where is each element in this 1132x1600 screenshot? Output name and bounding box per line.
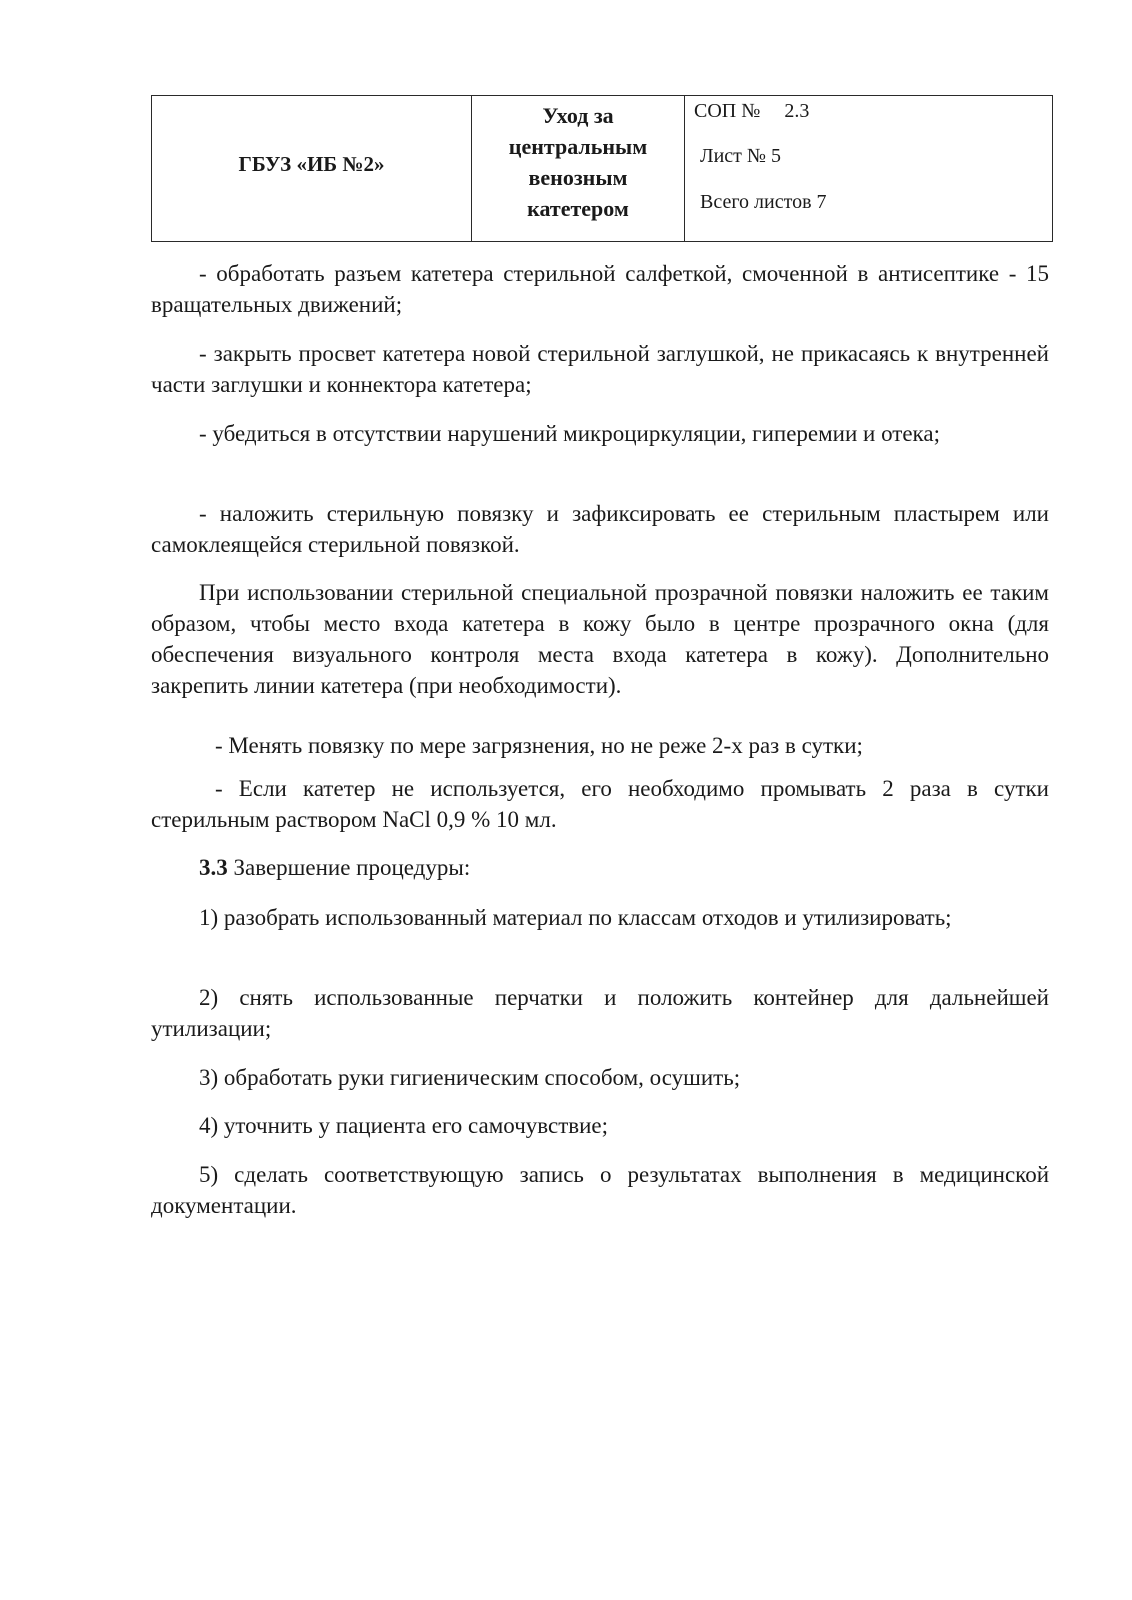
title-line-1: Уход за: [542, 103, 614, 128]
section-heading: [151, 852, 1049, 883]
step-2: 2) снять использованные перчатки и положить контейнер для дальнейшей утилизации;: [151, 985, 1049, 1041]
total-sheets: Всего листов 7: [700, 191, 827, 213]
step-5: 5) сделать соответствующую запись о результатах выполнения в медицинской документации.: [151, 1162, 1049, 1218]
sop-number: 2.3: [784, 100, 810, 122]
step-3: 3) обработать руки гигиеническим способом, осушить;: [199, 1065, 741, 1090]
organization-name: ГБУЗ «ИБ №2»: [238, 152, 385, 176]
sheet-number: Лист № 5: [700, 145, 781, 167]
title-line-3: венозным: [528, 165, 628, 190]
section-number: 3.3: [199, 855, 228, 880]
sop-line: [694, 100, 809, 123]
title-line-4: катетером: [527, 196, 629, 221]
organization-cell: [152, 96, 472, 241]
section-title: Завершение процедуры:: [227, 855, 471, 880]
paragraph-4: - наложить стерильную повязку и зафиксировать ее стерильным пластырем или самоклеящейся стерильной повязкой.: [151, 501, 1049, 557]
paragraph-3: - убедиться в отсутствии нарушений микроциркуляции, гиперемии и отека;: [199, 421, 940, 446]
paragraph-1: - обработать разъем катетера стерильной салфеткой, смоченной в антисептике - 15 вращательных движений;: [151, 261, 1049, 317]
title-cell: [472, 96, 685, 241]
paragraph-2: - закрыть просвет катетера новой стерильной заглушкой, не прикасаясь к внутренней части заглушки и коннектора катетера;: [151, 341, 1049, 397]
sop-label: СОП №: [694, 100, 761, 122]
step-1: 1) разобрать использованный материал по классам отходов и утилизировать;: [199, 905, 952, 930]
title-line-2: центральным: [508, 134, 648, 159]
paragraph-7: - Если катетер не используется, его необходимо промывать 2 раза в сутки стерильным раствором NaCl 0,9 % 10 мл.: [151, 776, 1049, 832]
header-table: [151, 95, 1053, 242]
meta-cell: [685, 96, 1052, 241]
paragraph-5: При использовании стерильной специальной прозрачной повязки наложить ее таким образом, чтобы место входа катетера в кожу было в центре прозрачного окна (для обеспечения визуального контроля места входа катетера в кожу). Дополнительно закрепить линии катетера (при необходимости).: [151, 580, 1049, 698]
paragraph-6: - Менять повязку по мере загрязнения, но не реже 2-х раз в сутки;: [215, 733, 863, 758]
step-4: 4) уточнить у пациента его самочувствие;: [199, 1113, 609, 1138]
